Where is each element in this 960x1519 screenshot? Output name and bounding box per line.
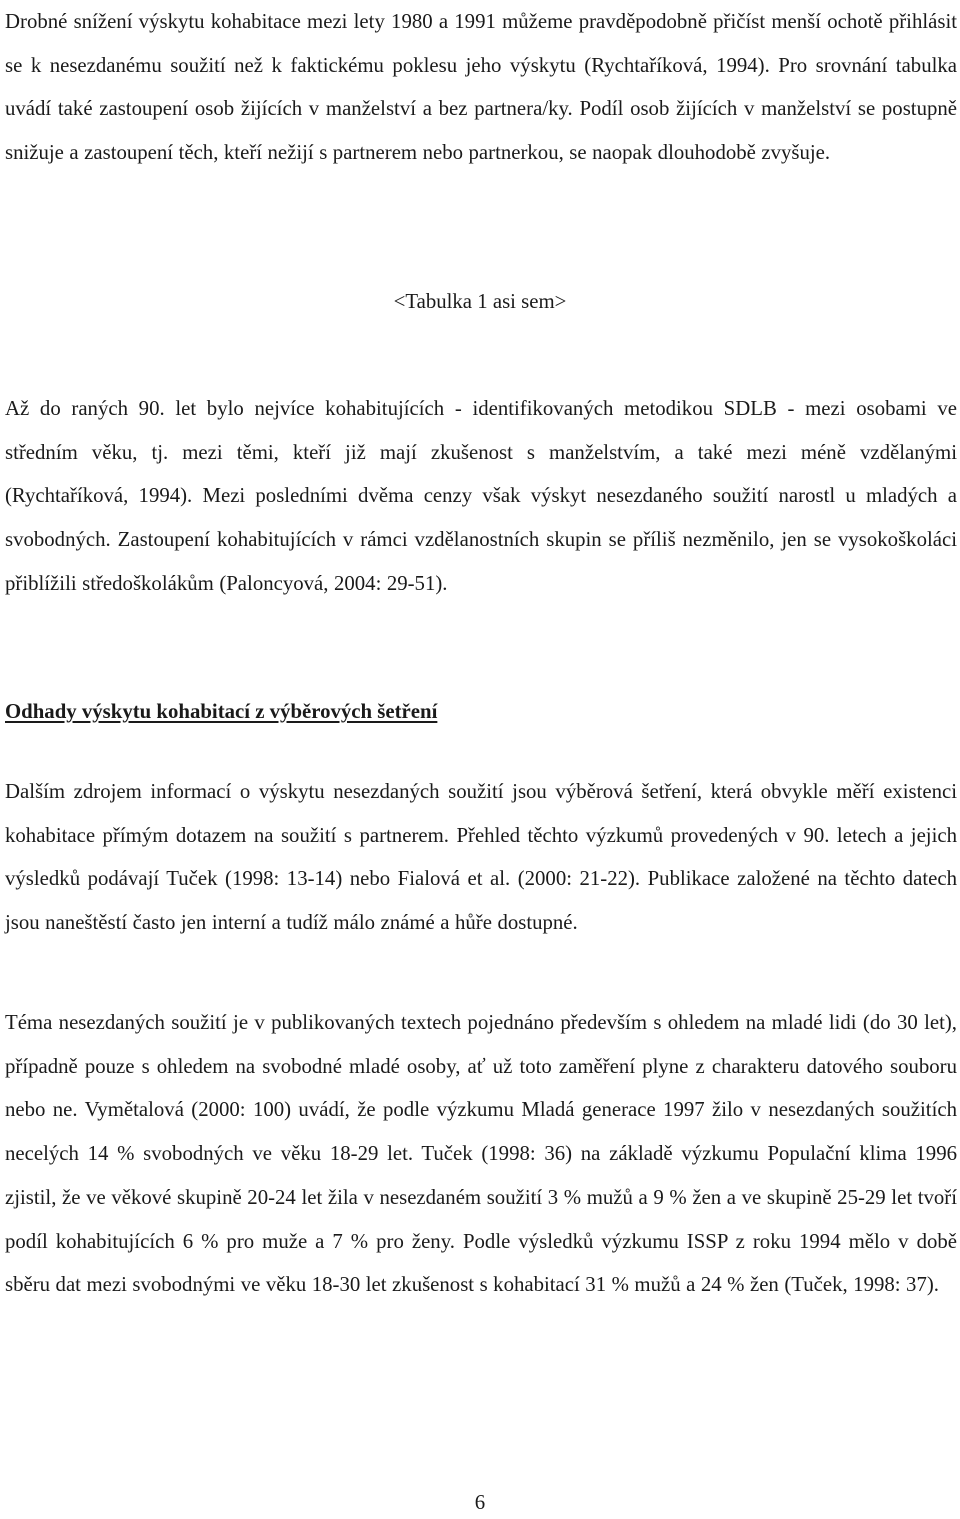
paragraph-early-90s: Až do raných 90. let bylo nejvíce kohabitujících - identifikovaných metodikou SDLB - mezi osobami ve středním věku, tj. mezi těmi, kteří již mají zkušenost s manželstvím, a také mezi méně vzdělanými (Rychtaříková, 1994). Mezi posledními dvěma cenzy však výskyt nesezdaného soužití narostl u mladých a svobodných. Zastoupení kohabitujících v rámci vzdělanostních skupin se příliš nezměnilo, jen se vysokoškoláci přiblížili středoškolákům (Paloncyová, 2004: 29-51). [5, 397, 957, 595]
paragraph-survey-sources: Dalším zdrojem informací o výskytu nesezdaných soužití jsou výběrová šetření, která obvykle měří existenci kohabitace přímým dotazem na soužití s partnerem. Přehled těchto výzkumů provedených v 90. letech a jejich výsledků podávají Tuček (1998: 13-14) nebo Fialová et al. (2000: 21-22). Publikace založené na těchto datech jsou naneštěstí často jen interní a tudíž málo známé a hůře dostupné. [5, 780, 957, 935]
page-number: 6 [474, 1491, 486, 1514]
table-placeholder: <Tabulka 1 asi sem> [393, 290, 567, 313]
paragraph-cohabitation-decline: Drobné snížení výskytu kohabitace mezi lety 1980 a 1991 můžeme pravděpodobně přičíst menší ochotě přihlásit se k nesezdanému soužití než k faktickému poklesu jeho výskytu (Rychtaříková, 1994). Pro srovnání tabulka uvádí také zastoupení osob žijících v manželství a bez partnera/ky. Podíl osob žijících v manželství se postupně snižuje a zastoupení těch, kteří nežijí s partnerem nebo partnerkou, se naopak dlouhodobě zvyšuje. [5, 10, 957, 165]
section-heading: Odhady výskytu kohabitací z výběrových šetření [5, 700, 438, 723]
paragraph-young-people: Téma nesezdaných soužití je v publikovaných textech pojednáno především s ohledem na mladé lidi (do 30 let), případně pouze s ohledem na svobodné mladé osoby, ať už toto zaměření plyne z charakteru datového souboru nebo ne. Vymětalová (2000: 100) uvádí, že podle výzkumu Mladá generace 1997 žilo v nesezdaných soužitích necelých 14 % svobodných ve věku 18-29 let. Tuček (1998: 36) na základě výzkumu Populační klima 1996 zjistil, že ve věkové skupině 20-24 let žila v nesezdaném soužití 3 % mužů a 9 % žen a ve skupině 25-29 let tvoří podíl kohabitujících 6 % pro muže a 7 % pro ženy. Podle výsledků výzkumu ISSP z roku 1994 mělo v době sběru dat mezi svobodnými ve věku 18-30 let zkušenost s kohabitací 31 % mužů a 24 % žen (Tuček, 1998: 37). [5, 1011, 957, 1297]
